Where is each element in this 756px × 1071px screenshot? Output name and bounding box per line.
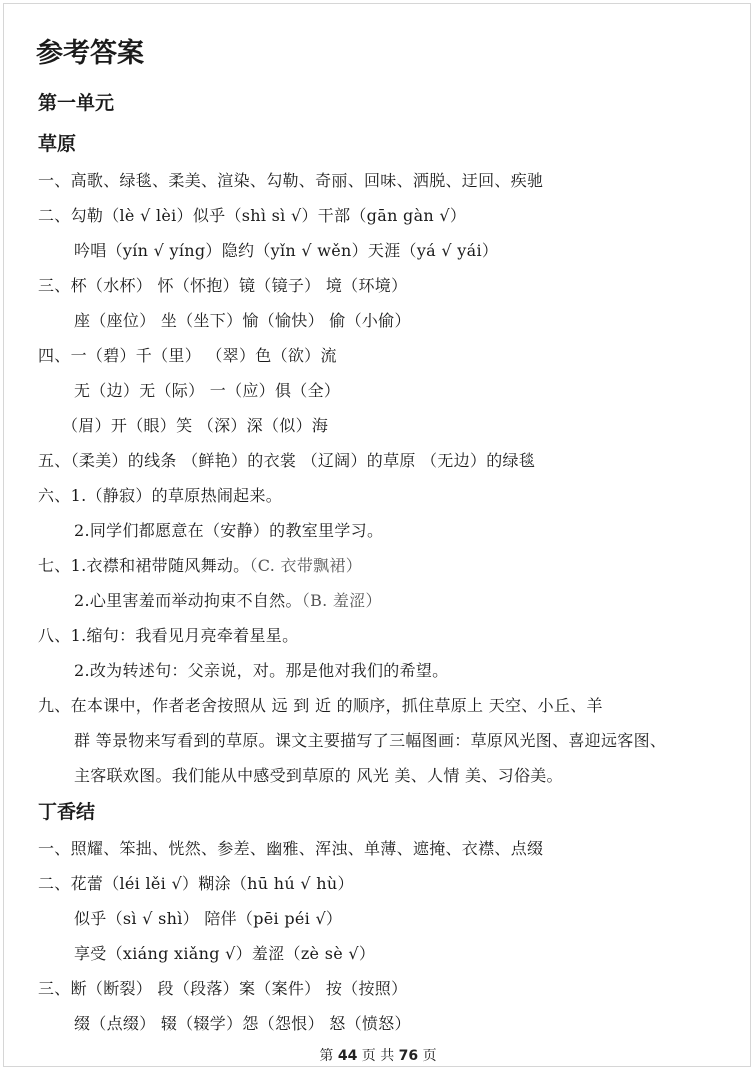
section-heading-caoyuan: 草原 (38, 133, 77, 155)
answer-line: 吟唱（yín √ yíng）隐约（yǐn √ wěn）天涯（yá √ yái） (74, 241, 499, 260)
answer-line (38, 555, 362, 577)
page-footer (0, 1046, 756, 1066)
answer-line: 似乎（sì √ shì） 陪伴（pēi péi √） (74, 909, 343, 928)
answer-text: 2.心里害羞而举动拘束不自然。 (74, 591, 302, 610)
footer-prefix: 第 (319, 1048, 334, 1064)
answer-line: 无（边）无（际） 一（应）俱（全） (74, 381, 341, 400)
current-page-number: 44 (337, 1048, 358, 1064)
answer-line: 2.改为转述句：父亲说，对。那是他对我们的希望。 (74, 661, 449, 680)
answer-line: 一、照耀、笨拙、恍然、参差、幽雅、浑浊、单薄、遮掩、衣襟、点缀 (38, 839, 544, 858)
answer-line: 二、花蕾（léi lěi √）糊涂（hū hú √ hù） (38, 874, 354, 893)
answer-line: 九、在本课中，作者老舍按照从 远 到 近 的顺序，抓住草原上 天空、小丘、羊 (38, 696, 603, 715)
answer-line: 六、1.（静寂）的草原热闹起来。 (38, 486, 283, 505)
footer-suffix: 页 (422, 1048, 437, 1064)
answer-line: 四、一（碧）千（里） （翠）色（欲）流 (38, 346, 337, 365)
answer-text: 七、1.衣襟和裙带随风舞动。 (38, 556, 250, 575)
answer-line: 一、高歌、绿毯、柔美、渲染、勾勒、奇丽、回味、洒脱、迂回、疾驰 (38, 171, 544, 190)
answer-choice: （C. 衣带飘裙） (249, 556, 363, 575)
answer-line: 三、杯（水杯） 怀（怀抱）镜（镜子） 境（环境） (38, 276, 408, 295)
answer-line: 享受（xiáng xiǎng √）羞涩（zè sè √） (74, 944, 376, 963)
total-page-count: 76 (398, 1048, 419, 1064)
unit-heading: 第一单元 (38, 92, 115, 114)
answer-line: 八、1.缩句：我看见月亮牵着星星。 (38, 626, 299, 645)
page-title: 参考答案 (36, 38, 144, 69)
answer-line: 三、断（断裂） 段（段落）案（案件） 按（按照） (38, 979, 408, 998)
answer-line: 群 等景物来写看到的草原。课文主要描写了三幅图画：草原风光图、喜迎远客图、 (74, 731, 667, 750)
answer-line (74, 590, 382, 612)
answer-line: 二、勾勒（lè √ lèi）似乎（shì sì √）干部（gān gàn √） (38, 206, 467, 225)
answer-line: 主客联欢图。我们能从中感受到草原的 风光 美、人情 美、习俗美。 (74, 766, 563, 785)
answer-line: 座（座位） 坐（坐下）愉（愉快） 偷（小偷） (74, 311, 411, 330)
answer-line: 缀（点缀） 辍（辍学）怨（怨恨） 怒（愤怒） (74, 1014, 411, 1033)
answer-line: 五、（柔美）的线条 （鲜艳）的衣裳 （辽阔）的草原 （无边）的绿毯 (38, 451, 536, 470)
answer-line: 2.同学们都愿意在（安静）的教室里学习。 (74, 521, 384, 540)
footer-middle: 页 共 (361, 1048, 395, 1064)
section-heading-dingxiangjie: 丁香结 (38, 801, 96, 823)
answer-choice: （B. 羞涩） (301, 591, 382, 610)
answer-line: （眉）开（眼）笑 （深）深（似）海 (62, 416, 329, 435)
